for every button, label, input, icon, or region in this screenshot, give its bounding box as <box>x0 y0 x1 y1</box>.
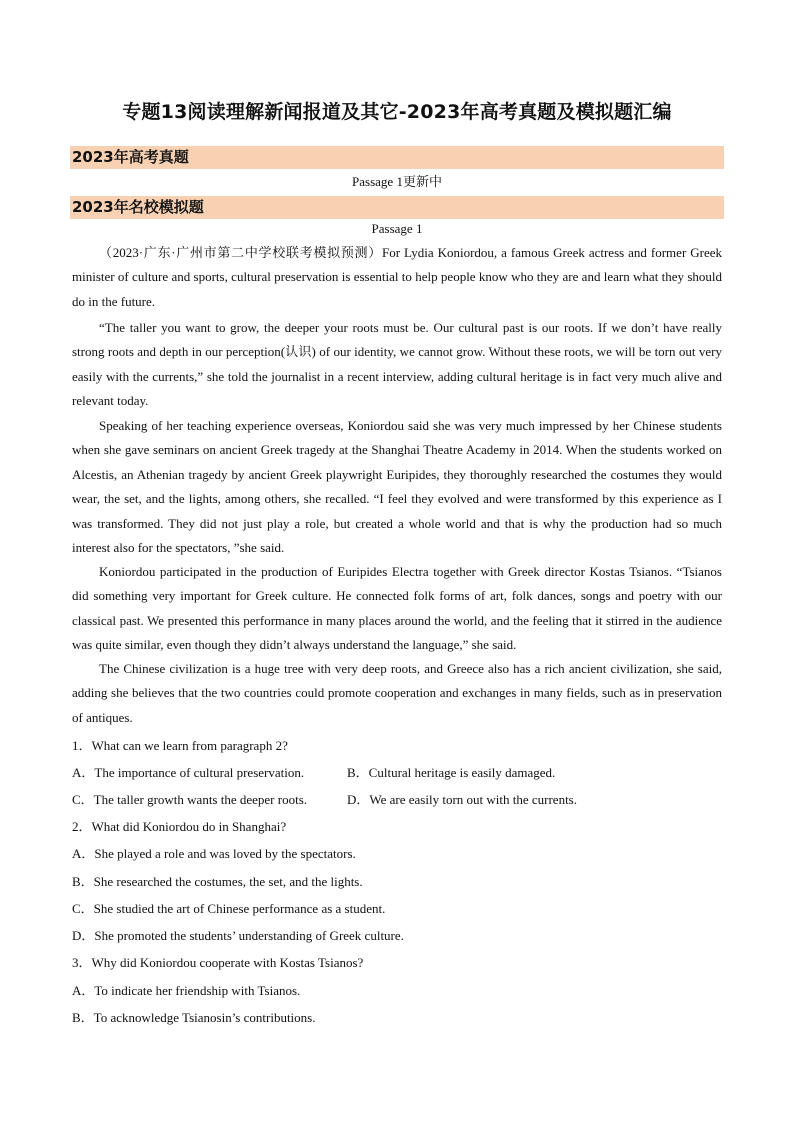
question-1-option-c: C．The taller growth wants the deeper roots. <box>72 792 308 807</box>
question-2-option-d: D．She promoted the students’ understanding of Greek culture. <box>72 928 404 943</box>
question-1-option-b: B．Cultural heritage is easily damaged. <box>347 765 556 780</box>
question-3-option-b: B．To acknowledge Tsianosin’s contributions. <box>72 1010 316 1025</box>
question-2-option-a: A．She played a role and was loved by the spectators. <box>72 846 356 861</box>
question-1-stem: 1．What can we learn from paragraph 2? <box>72 738 288 753</box>
question-1-option-d: D．We are easily torn out with the currents. <box>347 792 577 807</box>
question-3-stem: 3．Why did Koniordou cooperate with Kostas Tsianos? <box>72 955 364 970</box>
passage-label: Passage 1 <box>371 221 423 236</box>
question-1-option-a: A．The importance of cultural preservation. <box>72 765 305 780</box>
section-heading-exam: 2023年高考真题 <box>70 146 724 169</box>
question-2-option-c: C．She studied the art of Chinese performance as a student. <box>72 901 386 916</box>
passage-paragraph-1: （2023·广东·广州市第二中学校联考模拟预测）For Lydia Koniordou, a famous Greek actress and former Greek minister of culture and sports, cultural preservation is essential to help people know who they are and learn what they should do in the future. <box>72 245 722 309</box>
passage-paragraph-3: Speaking of her teaching experience overseas, Koniordou said she was very much impressed by her Chinese students when she gave seminars on ancient Greek tragedy at the Shanghai Theatre Academy in 2014. When the students worked on Alcestis, an Athenian tragedy by ancient Greek playwright Euripides, they thoroughly researched the costumes they would wear, the set, and the lights, among others, she recalled. “I feel they evolved and were transformed by this experience as I was transformed. They did not just play a role, but created a whole world and that is why the production had so much interest also for the spectators, ”she said. <box>72 418 722 556</box>
passage-paragraph-4: Koniordou participated in the production of Euripides Electra together with Greek director Kostas Tsianos. “Tsianos did something very important for Greek culture. He connected folk forms of art, folk dances, songs and poetry with our classical past. We presented this performance in many places around the world, and the feeling that it stirred in the audience was quite similar, even though they didn’t always understand the language,” she said. <box>72 564 722 653</box>
page-title: 专题13阅读理解新闻报道及其它-2023年高考真题及模拟题汇编 <box>122 101 672 123</box>
passage-update-note: Passage 1更新中 <box>352 174 442 189</box>
question-3-option-a: A．To indicate her friendship with Tsianos. <box>72 983 301 998</box>
passage-paragraph-5: The Chinese civilization is a huge tree with very deep roots, and Greece also has a rich ancient civilization, she said, adding she believes that the two countries could promote cooperation and exchanges in many fields, such as in preservation of antiques. <box>72 661 722 725</box>
section-heading-mock: 2023年名校模拟题 <box>70 196 724 219</box>
question-2-option-b: B．She researched the costumes, the set, and the lights. <box>72 874 363 889</box>
question-2-stem: 2．What did Koniordou do in Shanghai? <box>72 819 287 834</box>
passage-paragraph-2: “The taller you want to grow, the deeper your roots must be. Our cultural past is our roots. If we don’t have really strong roots and depth in our perception(认识) of our identity, we cannot grow. Without these roots, we will be torn out very easily with the currents,” she told the journalist in a recent interview, adding cultural heritage is in fact very much alive and relevant today. <box>72 320 722 409</box>
